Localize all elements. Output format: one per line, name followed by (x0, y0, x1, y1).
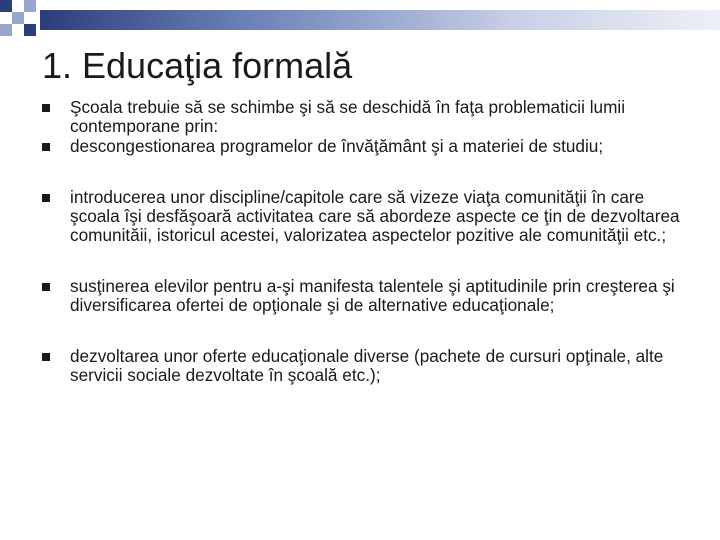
list-item (40, 277, 690, 315)
deco-square (0, 0, 12, 12)
bullet-text: Şcoala trebuie să se schimbe şi să se deschidă în faţa problematicii lumii contemporane prin: (70, 97, 626, 136)
square-bullet-icon (42, 143, 50, 151)
slide-title: 1. Educaţia formală (42, 45, 353, 86)
square-bullet-icon (42, 283, 50, 291)
list-item (40, 137, 690, 156)
bullet-text: introducerea unor discipline/capitole care să vizeze viaţa comunităţii în care şcoala îşi desfăşoară activitatea care să abordeze aspecte ce ţin de dezvoltarea comunităii, istoricul acestei, valorizatea aspectelor pozitive ale comunităţii etc.; (70, 187, 680, 245)
deco-square (12, 12, 24, 24)
decorative-squares (0, 0, 40, 40)
deco-square (24, 0, 36, 12)
list-item (40, 188, 690, 245)
bullet-text: dezvoltarea unor oferte educaţionale diverse (pachete de cursuri opţinale, alte servicii sociale dezvoltate în şcoală etc.); (70, 346, 664, 385)
bullet-list (40, 98, 690, 385)
deco-square (24, 24, 36, 36)
square-bullet-icon (42, 194, 50, 202)
square-bullet-icon (42, 104, 50, 112)
square-bullet-icon (42, 353, 50, 361)
bullet-text: descongestionarea programelor de învăţământ şi a materiei de studiu; (70, 136, 604, 156)
deco-square (0, 24, 12, 36)
header-gradient-band (40, 10, 720, 30)
list-item (40, 347, 690, 385)
bullet-text: susţinerea elevilor pentru a-şi manifesta talentele şi aptitudinile prin creşterea şi diversificarea ofertei de opţionale şi de alternative educaţionale; (70, 276, 675, 315)
list-item (40, 98, 690, 136)
